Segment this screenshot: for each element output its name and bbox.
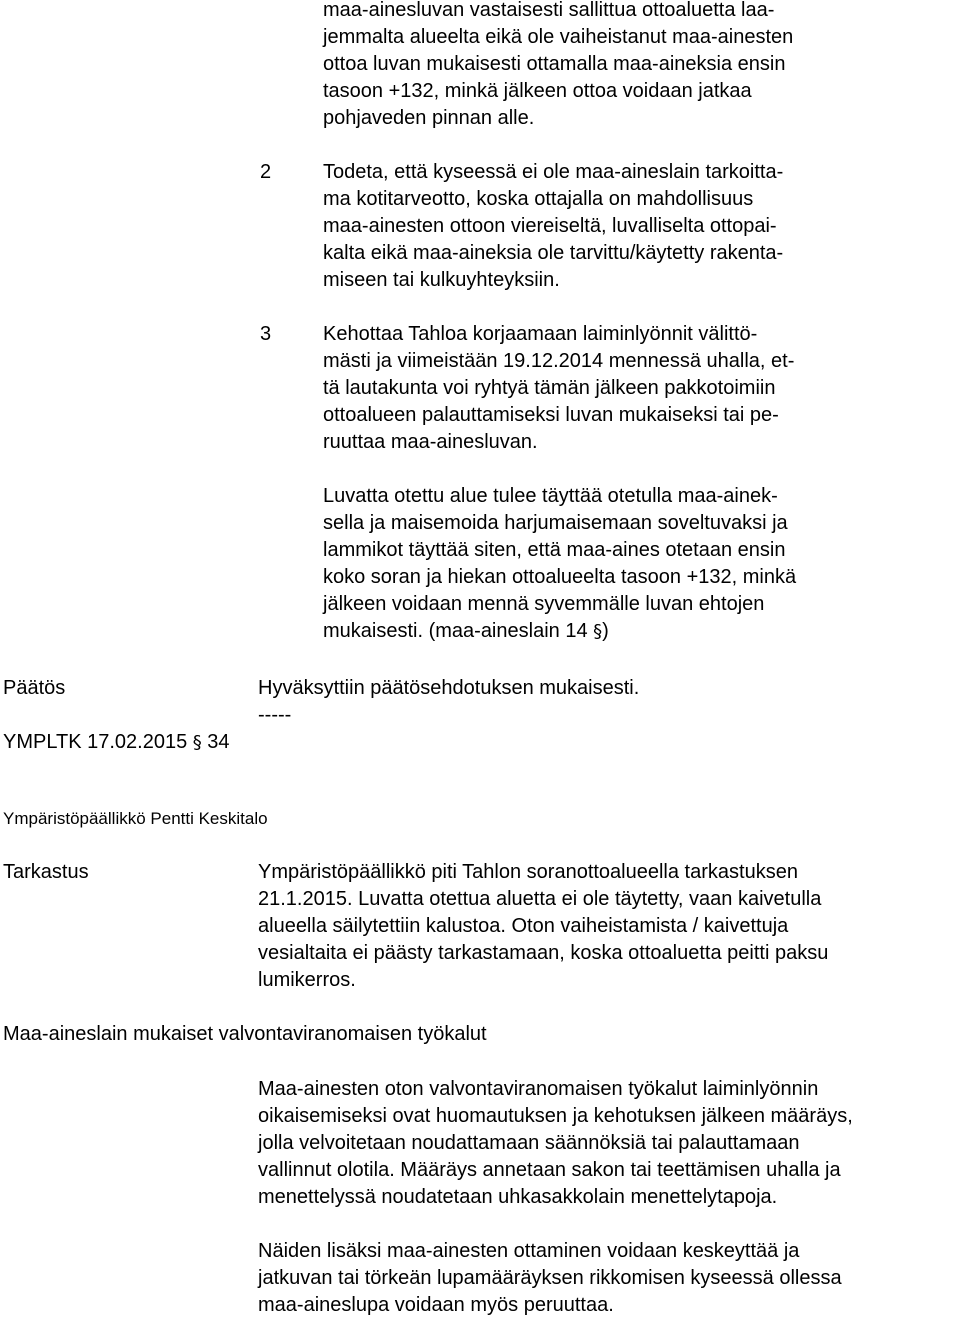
text-line: tä lautakunta voi ryhtyä tämän jälkeen pakkotoimiin <box>323 377 776 399</box>
text-line: alueella säilytettiin kalustoa. Oton vaiheistamista / kaivettuja <box>258 915 789 937</box>
text-line: pohjaveden pinnan alle. <box>323 107 535 129</box>
text-line: ma kotitarveotto, koska ottajalla on mahdollisuus <box>323 188 754 210</box>
text-line: 21.1.2015. Luvatta otettua aluetta ei ole täytetty, vaan kaivetulla <box>258 888 822 910</box>
reference-number: 34 <box>201 731 230 753</box>
separator: ----- <box>258 704 292 726</box>
text-line: Ympäristöpäällikkö piti Tahlon soranottoalueella tarkastuksen <box>258 861 798 883</box>
text-line: jatkuvan tai törkeän lupamääräyksen rikkomisen kyseessä ollessa <box>258 1267 842 1289</box>
text-line: sella ja maisemoida harjumaisemaan soveltuvaksi ja <box>323 512 788 534</box>
text-line: oikaisemiseksi ovat huomautuksen ja kehotuksen jälkeen määräys, <box>258 1105 853 1127</box>
text-line: miseen tai kulkuyhteyksiin. <box>323 269 560 291</box>
reference-text: YMPLTK 17.02.2015 <box>3 731 193 753</box>
text-line: jemmalta alueelta eikä ole vaiheistanut maa-ainesten <box>323 26 794 48</box>
text-line: jälkeen voidaan mennä syvemmälle luvan ehtojen <box>323 593 765 615</box>
text-line: Todeta, että kyseessä ei ole maa-aineslain tarkoitta- <box>323 161 784 183</box>
text-line: ottoalueen palauttamiseksi luvan mukaiseksi tai pe- <box>323 404 779 426</box>
text-span: ) <box>602 620 609 642</box>
text-line: maa-ainesluvan vastaisesti sallittua ottoaluetta laa- <box>323 0 775 21</box>
text-line: mästi ja viimeistään 19.12.2014 mennessä uhalla, et- <box>323 350 795 372</box>
text-line: kalta eikä maa-aineksia ole tarvittu/käytetty rakenta- <box>323 242 784 264</box>
text-line: lumikerros. <box>258 969 356 991</box>
text-line: koko soran ja hiekan ottoalueelta tasoon +132, minkä <box>323 566 797 588</box>
preparer: Ympäristöpäällikkö Pentti Keskitalo <box>3 809 268 828</box>
meeting-reference <box>3 729 230 756</box>
text-line: vallinnut olotila. Määräys annetaan sakon tai teettämisen uhalla ja <box>258 1159 841 1181</box>
text-line: ottoa luvan mukaisesti ottamalla maa-aineksia ensin <box>323 53 786 75</box>
section-sign: § <box>593 621 603 642</box>
item-number: 3 <box>260 323 272 345</box>
text-line: jolla velvoitetaan noudattamaan säännöksiä tai palauttamaan <box>258 1132 800 1154</box>
text-line: maa-ainesten ottoon viereiseltä, luvalliselta ottopai- <box>323 215 777 237</box>
section-sign: § <box>192 732 202 753</box>
text-line: vesialtaita ei päästy tarkastamaan, koska ottoaluetta peitti paksu <box>258 942 829 964</box>
text-line <box>323 618 609 645</box>
decision-text: Hyväksyttiin päätösehdotuksen mukaisesti. <box>258 677 640 699</box>
text-line: ruuttaa maa-ainesluvan. <box>323 431 538 453</box>
text-line: lammikot täyttää siten, että maa-aines otetaan ensin <box>323 539 786 561</box>
decision-label: Päätös <box>3 677 66 699</box>
text-line: menettelyssä noudatetaan uhkasakkolain menettelytapoja. <box>258 1186 778 1208</box>
text-line: tasoon +132, minkä jälkeen ottoa voidaan jatkaa <box>323 80 752 102</box>
item-number: 2 <box>260 161 272 183</box>
section-heading: Maa-aineslain mukaiset valvontaviranomaisen työkalut <box>3 1023 487 1045</box>
text-span: mukaisesti. (maa-aineslain 14 <box>323 620 594 642</box>
text-line: maa-aineslupa voidaan myös peruuttaa. <box>258 1294 614 1316</box>
text-line: Luvatta otettu alue tulee täyttää otetulla maa-ainek- <box>323 485 778 507</box>
inspection-label: Tarkastus <box>3 861 89 883</box>
text-line: Maa-ainesten oton valvontaviranomaisen työkalut laiminlyönnin <box>258 1078 819 1100</box>
text-line: Näiden lisäksi maa-ainesten ottaminen voidaan keskeyttää ja <box>258 1240 800 1262</box>
text-line: Kehottaa Tahloa korjaamaan laiminlyönnit välittö- <box>323 323 758 345</box>
